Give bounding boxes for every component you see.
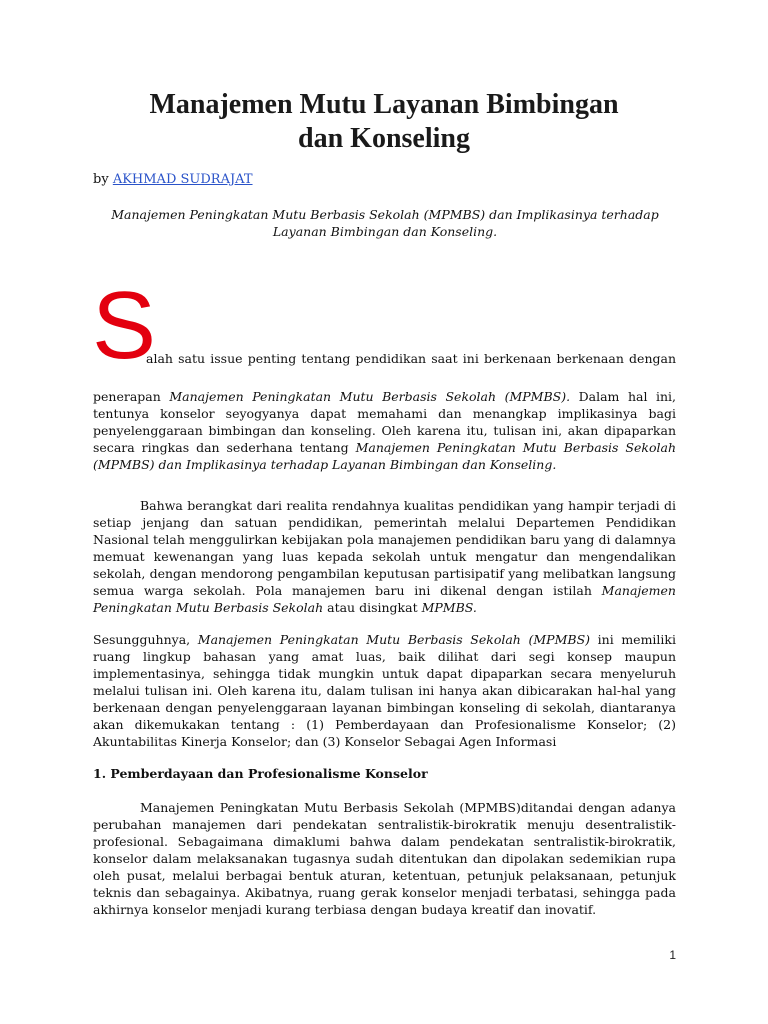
intro-emphasis-1: Manajemen Peningkatan Mutu Berbasis Sekolah (MPMBS).: [169, 389, 571, 404]
intro-emphasis-2: Manajemen Peningkatan Mutu Berbasis Sekolah (MPMBS) dan Implikasinya terhadap Layanan Bimbingan dan Konseling.: [93, 440, 676, 472]
intro-paragraph: [93, 388, 676, 473]
p2-text-a: Bahwa berangkat dari realita rendahnya kualitas pendidikan yang hampir terjadi di setiap jenjang dan satuan pendidikan, pemerintah melalui Departemen Pendidikan Nasional telah menggulirkan kebijakan pola manajemen pendidikan baru yang di dalamnya memuat kewenangan yang luas kepada sekolah untuk mengatur dan mengendalikan sekolah, dengan mendorong pengambilan keputusan partisipatif yang melibatkan langsung semua warga sekolah. Pola manajemen baru ini dikenal dengan istilah: [93, 498, 676, 598]
byline-prefix: by: [93, 172, 113, 187]
p2-emphasis-1: Manajemen Peningkatan Mutu Berbasis Sekolah: [93, 583, 676, 615]
p3-text-a: Sesungguhnya,: [93, 632, 198, 647]
drop-cap: S: [92, 272, 157, 379]
p2-emphasis-2: MPMBS.: [421, 600, 477, 615]
p2-text-b: atau disingkat: [323, 600, 422, 615]
paragraph-3: [93, 631, 676, 750]
subtitle-line-2: Layanan Bimbingan dan Konseling.: [272, 224, 498, 239]
p3-text-b: ini memiliki ruang lingkup bahasan yang amat luas, baik dilihat dari segi konsep maupun implementasinya, sehingga tidak mungkin untuk dapat dipaparkan secara menyeluruh melalui tulisan ini. Oleh karena itu, dalam tulisan ini hanya akan dibicarakan hal-hal yang berkenaan dengan penyelenggaraan layanan bimbingan konseling di sekolah, diantaranya akan dikemukakan tentang : (1) Pemberdayaan dan Profesionalisme Konselor; (2) Akuntabilitas Kinerja Konselor; dan (3) Konselor Sebagai Agen Informasi: [93, 632, 677, 749]
section-1-paragraph: Manajemen Peningkatan Mutu Berbasis Sekolah (MPMBS)ditandai dengan adanya perubahan manajemen dari pendekatan sentralistik-birokratik menuju desentralistik-profesional. Sebagaimana dimaklumi bahwa dalam pendekatan sentralistik-birokratik, konselor dalam melaksanakan tugasnya sudah ditentukan dan dipolakan sedemikian rupa oleh pusat, melalui berbagai bentuk aturan, ketentuan, petunjuk pelaksanaan, petunjuk teknis dan sebagainya. Akibatnya, ruang gerak konselor menjadi terbatasi, sehingga pada akhirnya konselor menjadi kurang terbiasa dengan budaya kreatif dan inovatif.: [93, 800, 676, 917]
intro-text-b: Dalam hal ini, tentunya konselor seyogyanya dapat memahami dan menangkap implikasinya bagi penyelenggaraan bimbingan dan konseling. Oleh karena itu, tulisan ini, akan dipaparkan secara ringkas dan sederhana tentang: [93, 389, 676, 455]
subtitle-line-1: Manajemen Peningkatan Mutu Berbasis Sekolah (MPMBS) dan Implikasinya terhadap: [111, 207, 659, 222]
title-line-1: Manajemen Mutu Layanan Bimbingan: [149, 89, 619, 120]
byline: [93, 171, 253, 189]
intro-first-line: alah satu issue penting tentang pendidikan saat ini berkenaan berkenaan dengan: [146, 351, 676, 366]
document-title: [60, 88, 708, 156]
paragraph-2: [93, 497, 676, 616]
title-line-2: dan Konseling: [298, 123, 470, 154]
document-subtitle: [105, 206, 665, 240]
section-heading: 1. Pemberdayaan dan Profesionalisme Konselor: [93, 766, 428, 781]
page-number: 1: [669, 948, 676, 962]
intro-text-a: penerapan: [93, 389, 170, 404]
author-link[interactable]: AKHMAD SUDRAJAT: [112, 172, 253, 187]
p3-emphasis-1: Manajemen Peningkatan Mutu Berbasis Sekolah (MPMBS): [197, 632, 591, 647]
